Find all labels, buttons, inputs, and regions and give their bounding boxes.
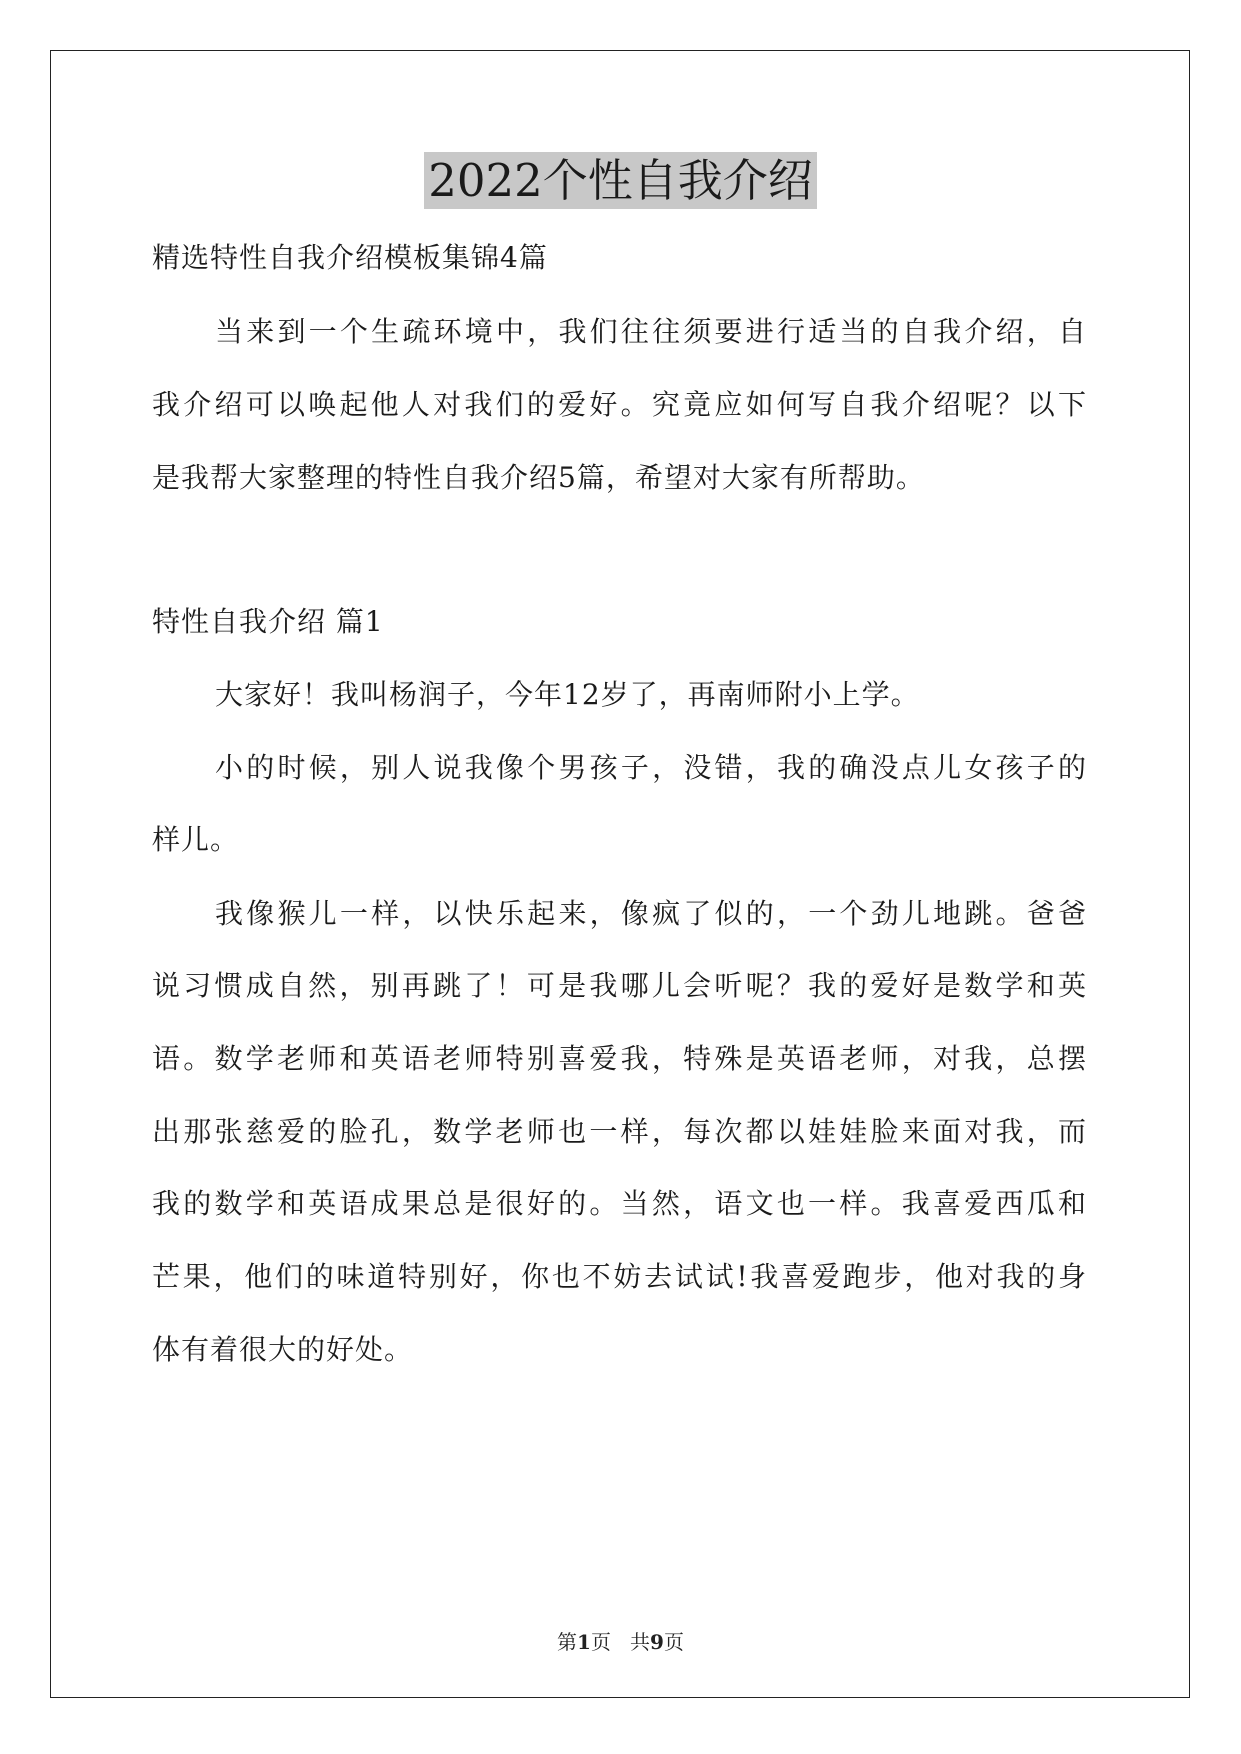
- document-title: [0, 152, 1241, 210]
- intro-line-3: 是我帮大家整理的特性自我介绍5篇，希望对大家有所帮助。: [152, 461, 925, 494]
- footer-suffix: 页: [663, 1630, 684, 1654]
- para3-line-3: 语。数学老师和英语老师特别喜爱我，特殊是英语老师，对我，总摆: [152, 1042, 1087, 1075]
- document-title-text: 2022个性自我介绍: [424, 152, 817, 209]
- page-border: [50, 50, 1190, 1698]
- footer-mid: 页 共: [590, 1630, 651, 1654]
- intro-line-1: 当来到一个生疏环境中，我们往往须要进行适当的自我介绍，自: [215, 315, 1087, 348]
- para3-line-5: 我的数学和英语成果总是很好的。当然，语文也一样。我喜爱西瓜和: [152, 1187, 1087, 1220]
- para1-line-1: 大家好！我叫杨润子，今年12岁了，再南师附小上学。: [215, 678, 920, 711]
- footer-page-current: 1: [577, 1630, 591, 1654]
- footer-prefix: 第: [557, 1630, 578, 1654]
- footer-page-total: 9: [650, 1630, 664, 1654]
- page-footer: [0, 1628, 1241, 1656]
- section-heading: 特性自我介绍 篇1: [152, 605, 384, 638]
- document-subtitle: 精选特性自我介绍模板集锦4篇: [152, 241, 548, 274]
- para2-line-2: 样儿。: [152, 823, 240, 856]
- para3-line-2: 说习惯成自然，别再跳了！可是我哪儿会听呢？我的爱好是数学和英: [152, 969, 1087, 1002]
- para3-line-1: 我像猴儿一样，以快乐起来，像疯了似的，一个劲儿地跳。爸爸: [215, 897, 1087, 930]
- para3-line-7: 体有着很大的好处。: [152, 1333, 414, 1366]
- para3-line-4: 出那张慈爱的脸孔，数学老师也一样，每次都以娃娃脸来面对我，而: [152, 1115, 1087, 1148]
- para2-line-1: 小的时候，别人说我像个男孩子，没错，我的确没点儿女孩子的: [215, 751, 1087, 784]
- para3-line-6: 芒果，他们的味道特别好，你也不妨去试试!我喜爱跑步，他对我的身: [152, 1260, 1087, 1293]
- intro-line-2: 我介绍可以唤起他人对我们的爱好。究竟应如何写自我介绍呢？以下: [152, 388, 1087, 421]
